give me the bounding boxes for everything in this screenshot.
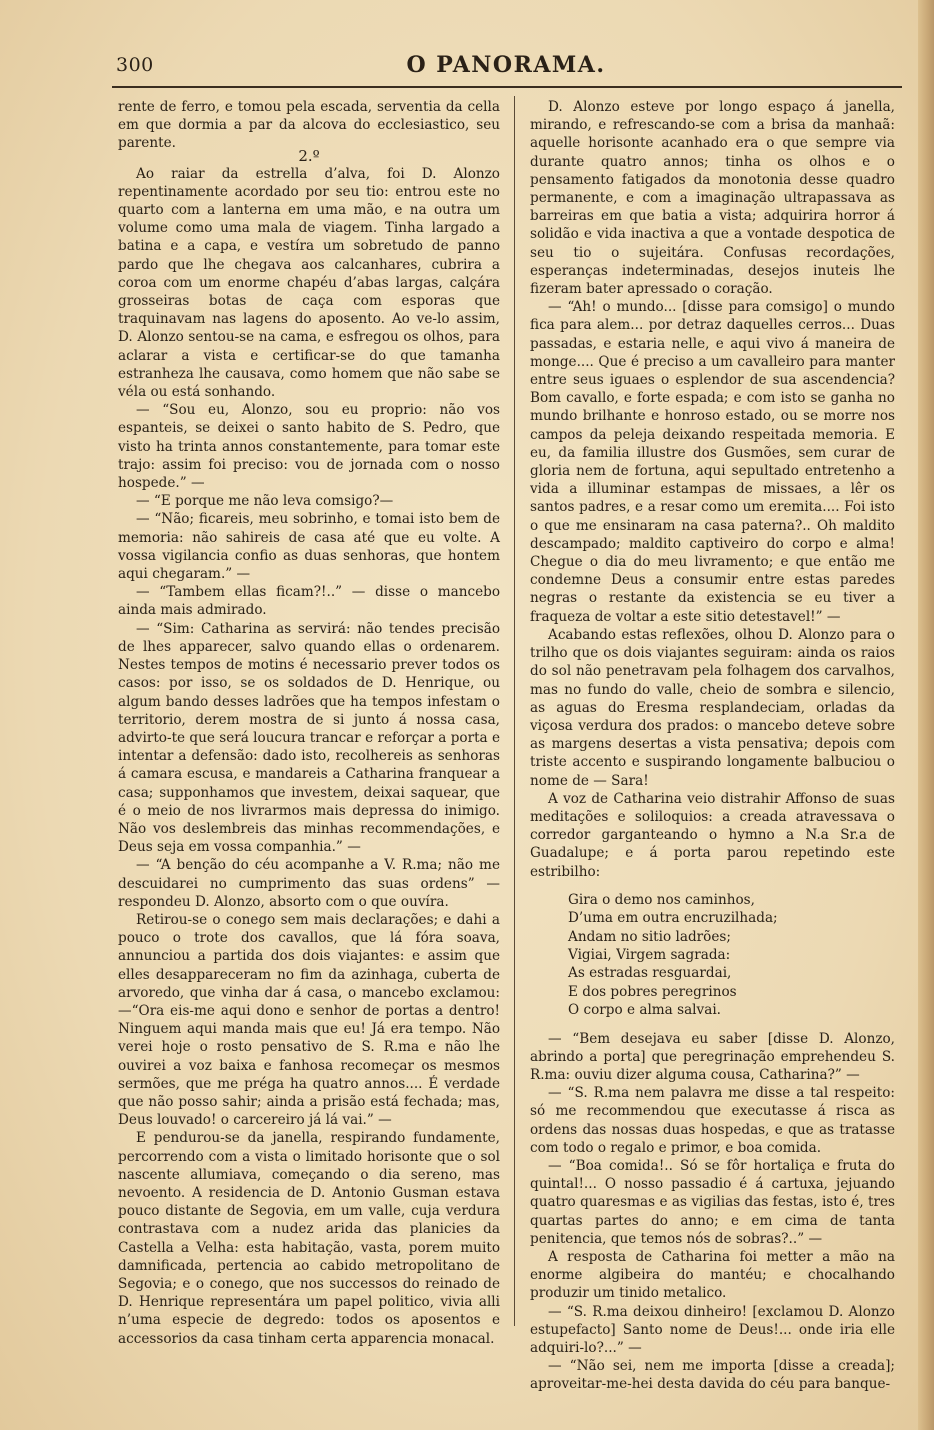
- paragraph: — “Tambem ellas ficam?!..” — disse o mancebo ainda mais admirado.: [118, 584, 500, 619]
- paragraph: Ao raiar da estrella d’alva, foi D. Alonzo repentinamente acordado por seu tio: entrou este no quarto com a lanterna em uma mão, e na outra um volume como uma mala de viagem. Tinha largado a batina e a capa, e vestíra um sobretudo de panno pardo que lhe chegava aos calcanhares, cubrira a coroa com um enorme chapéu d’abas largas, calçára grosseiras botas de caça com esporas que traquinavam nas lagens do aposento. Ao ve-lo assim, D. Alonzo sentou-se na cama, e esfregou os olhos, para aclarar a vista e certificar-se do que tamanha estranheza lhe causava, como homem que não sabe se véla ou está sonhando.: [118, 165, 500, 401]
- poem-line: E dos pobres peregrinos: [568, 983, 737, 1000]
- paragraph: rente de ferro, e tomou pela escada, serventia da cella em que dormia a par da alcova do ecclesiastico, seu parente.: [118, 99, 500, 152]
- paragraph: — “A benção do céu acompanhe a V. R.ma; não me descuidarei no cumprimento das suas ordens” — respondeu D. Alonzo, absorto com o que ouvíra.: [118, 857, 500, 910]
- paragraph: — “Não sei, nem me importa [disse a creada]; aproveitar-me-hei desta davida do céu para banque-: [530, 1358, 895, 1393]
- page-number: 300: [116, 54, 154, 76]
- paragraph: D. Alonzo esteve por longo espaço á janella, mirando, e refrescando-se com a brisa da manhaã: aquelle horisonte acanhado era o que sempre via durante quatro annos; tinha os olhos e o pensamento fatigados da monotonia desse quadro permanente, e com a imaginação ultrapassava as barreiras em que batia a vista; adquirira horror á solidão e vida inactiva a que a vontade despotica de seu tio o sujeitára. Confusas recordações, esperanças indeterminadas, desejos inuteis lhe fizeram bater apressado o coração.: [530, 99, 895, 298]
- paragraph: — “Boa comida!.. Só se fôr hortaliça e fruta do quintal!... O nosso passadio é á cartuxa, jejuando quatro quaresmas e as vigilias das festas, isto é, tres quartas partes do anno; e em cima de tanta penitencia, que temos nós de sobras?..” —: [530, 1158, 895, 1247]
- left-column: [118, 98, 500, 1348]
- journal-title: O PANORAMA.: [406, 52, 606, 78]
- paragraph: — “Sim: Catharina as servirá: não tendes precisão de lhes apparecer, salvo quando ellas o ordenarem. Nestes tempos de motins é necessario prever todos os casos: por isso, se os soldados de D. Henrique, ou algum bando desses ladrões que ha tempos infestam o territorio, derem mostra de si junto á nossa casa, advirto-te que será loucura trancar e reforçar a porta e intentar a defensão: dado isto, recolhereis as senhoras á camara escusa, e mandareis a Catharina franquear a casa; supponhamos que investem, deixai saquear, que é o meio de nos livrarmos mais depressa do inimigo. Não vos deslembreis das minhas recommendações, e Deus seja em vossa companhia.” —: [118, 620, 501, 856]
- paragraph: Retirou-se o conego sem mais declarações; e dahi a pouco o trote dos cavallos, que lá fóra soava, annunciou a partida dos dois viajantes: e assim que elles desappareceram no fim da azinhaga, cuberta de arvoredo, que vinha dar á casa, o mancebo exclamou: —“Ora eis-me aqui dono e senhor de portas a dentro! Ninguem aqui manda mais que eu! Já era tempo. Não verei hoje o rosto pensativo de S. R.ma e não lhe ouvirei a voz baixa e fanhosa recomeçar os mesmos sermões, que me préga ha quatro annos.... É verdade que não posso sahir; ainda a prisão está fechada; mas, Deus louvado! o carcereiro já lá vai.” —: [118, 911, 500, 1129]
- section-number: 2.º: [298, 146, 320, 165]
- poem-line: O corpo e alma salvai.: [568, 1002, 721, 1019]
- poem-line: Gira o demo nos caminhos,: [568, 891, 755, 908]
- paragraph: — “S. R.ma deixou dinheiro! [exclamou D. Alonzo estupefacto] Santo nome de Deus!... onde iria elle adquiri-lo?...” —: [530, 1303, 895, 1357]
- paragraph: — “S. R.ma nem palavra me disse a tal respeito: só me recommendou que executasse á risca as ordens das nossas duas hospedas, e que as tratasse com todo o regalo e primor, e boa comida.: [530, 1085, 895, 1156]
- paragraph: Acabando estas reflexões, olhou D. Alonzo para o trilho que os dois viajantes seguiram: ainda os raios do sol não penetravam pela folhagem dos carvalhos, mas no fundo do valle, cheio de sombra e silencio, as aguas do Eresma resplandeciam, orladas da viçosa verdura dos prados: o mancebo deteve sobre as margens desertas a vista pensativa; depois com triste accento e suspirando longamente balbuciou o nome de — Sara!: [530, 626, 895, 789]
- paragraph: — “Ah! o mundo... [disse para comsigo] o mundo fica para alem... por detraz daquelles cerros... Duas passadas, e estaria nelle, e aqui vivo á maneira de monge.... Que é preciso a um cavalleiro para manter entre seus iguaes o esplendor de sua ascendencia? Bom cavallo, e forte espada; e com isto se ganha no mundo brilhante e honroso estado, ou se morre nos campos da peleja deixando respeitada memoria. E eu, da familia illustre dos Gusmões, sem curar de gloria nem de fortuna, aqui sepultado entretenho a vida a illuminar estampas de missaes, a lêr os santos padres, e a resar como um eremita.... Foi isto o que me ensinaram na casa paterna?.. Oh maldito descampado; maldito captiveiro do corpo e alma! Chegue o dia do meu livramento; e que então me condemne Deus a consumir entre estas paredes negras o restante da existencia se eu tiver a fraqueza de voltar a este sitio detestavel!” —: [530, 299, 895, 625]
- paragraph: A voz de Catharina veio distrahir Affonso de suas meditações e soliloquios: a creada atravessava o corredor garganteando o hymno a N.a Sr.a de Guadalupe; e á porta parou repetindo este estribilho:: [530, 790, 895, 880]
- poem-line: As estradas resguardai,: [568, 965, 732, 982]
- page-header: [112, 50, 900, 90]
- poem-line: Vigiai, Virgem sagrada:: [568, 946, 731, 963]
- paragraph: E pendurou-se da janella, respirando fundamente, percorrendo com a vista o limitado horisonte que o sol nascente allumiava, começando o dia sereno, mas nevoento. A residencia de D. Antonio Gusman estava pouco distante de Segovia, em um valle, cuja verdura contrastava com a nudez arida das planicies da Castella a Velha: esta habitação, vasta, porem muito damnificada, pertencia ao cabido metropolitano de Segovia; e o conego, que nos successos do reinado de D. Henrique representára um papel politico, vivia alli n’uma especie de degredo: todos os aposentos e accessorios da casa tinham certa apparencia monacal.: [118, 1130, 500, 1347]
- column-divider: [514, 96, 515, 1326]
- poem-line: Andam no sitio ladrões;: [568, 928, 731, 945]
- poem-stanza: [568, 891, 895, 1020]
- paragraph: — “E porque me não leva comsigo?—: [136, 493, 394, 510]
- page-edge: [918, 0, 934, 1430]
- poem-line: D’uma em outra encruzilhada;: [568, 910, 778, 927]
- paragraph: — “Não; ficareis, meu sobrinho, e tomai isto bem de memoria: não sahireis de casa até que eu volte. A vossa vigilancia confio as duas senhoras, que hontem aqui chegaram.” —: [118, 511, 500, 583]
- paragraph: — “Bem desejava eu saber [disse D. Alonzo, abrindo a porta] que peregrinação emprehendeu S. R.ma: ouviu dizer alguma cousa, Catharina?” —: [530, 1030, 895, 1083]
- paragraph: A resposta de Catharina foi metter a mão na enorme algibeira do mantéu; e chocalhando produzir um tinido metalico.: [530, 1249, 895, 1302]
- right-column: [530, 98, 895, 1394]
- header-rule: [112, 86, 902, 88]
- paragraph: — “Sou eu, Alonzo, sou eu proprio: não vos espanteis, se deixei o santo habito de S. Pedro, que visto ha trinta annos constantemente, para tomar este trajo: assim foi preciso: vou de jornada com o nosso hospede.” —: [118, 402, 500, 492]
